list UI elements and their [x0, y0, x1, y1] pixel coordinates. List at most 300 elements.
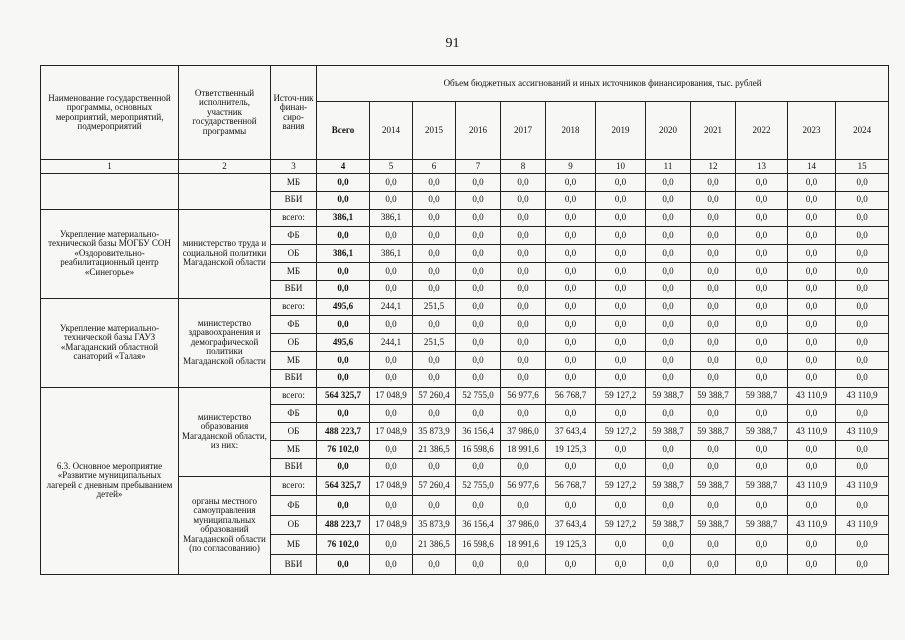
year-value-cell: 0,0 [596, 191, 646, 209]
year-value-cell: 0,0 [501, 227, 546, 245]
year-value-cell: 0,0 [836, 191, 889, 209]
year-value-cell: 0,0 [736, 298, 788, 316]
year-value-cell: 0,0 [691, 280, 736, 298]
year-value-cell: 0,0 [836, 316, 889, 334]
year-value-cell: 0,0 [546, 555, 596, 575]
year-value-cell: 37 986,0 [501, 515, 546, 535]
year-value-cell: 16 598,6 [456, 535, 501, 555]
total-value-cell: 0,0 [317, 174, 370, 192]
year-value-cell: 36 156,4 [456, 515, 501, 535]
year-value-cell: 0,0 [546, 298, 596, 316]
year-value-cell: 0,0 [546, 351, 596, 369]
year-value-cell: 0,0 [736, 496, 788, 516]
year-value-cell: 17 048,9 [370, 423, 413, 441]
total-value-cell: 0,0 [317, 316, 370, 334]
year-value-cell: 0,0 [646, 351, 691, 369]
year-value-cell: 0,0 [596, 245, 646, 263]
year-value-cell: 0,0 [370, 555, 413, 575]
funding-source-cell: ОБ [271, 423, 317, 441]
year-value-cell: 0,0 [691, 191, 736, 209]
funding-source-cell: ВБИ [271, 458, 317, 476]
column-index: 4 [317, 160, 370, 174]
year-value-cell: 0,0 [646, 316, 691, 334]
year-value-cell: 0,0 [456, 298, 501, 316]
year-value-cell: 0,0 [788, 369, 836, 387]
column-index: 7 [456, 160, 501, 174]
year-value-cell: 0,0 [596, 458, 646, 476]
year-value-cell: 0,0 [691, 555, 736, 575]
year-value-cell: 0,0 [736, 440, 788, 458]
year-value-cell: 0,0 [836, 405, 889, 423]
year-value-cell: 0,0 [456, 369, 501, 387]
column-index: 15 [836, 160, 889, 174]
funding-source-cell: ОБ [271, 245, 317, 263]
funding-source-cell: ФБ [271, 405, 317, 423]
year-value-cell: 0,0 [546, 496, 596, 516]
year-value-cell: 43 110,9 [788, 515, 836, 535]
year-value-cell: 0,0 [836, 535, 889, 555]
year-value-cell: 56 768,7 [546, 476, 596, 496]
year-value-cell: 0,0 [370, 496, 413, 516]
column-index: 10 [596, 160, 646, 174]
year-value-cell: 37 643,4 [546, 423, 596, 441]
header-year: 2015 [413, 102, 456, 160]
year-value-cell: 0,0 [456, 405, 501, 423]
header-year: 2016 [456, 102, 501, 160]
table-row [41, 209, 889, 227]
total-value-cell: 0,0 [317, 351, 370, 369]
year-value-cell: 0,0 [836, 227, 889, 245]
column-index: 14 [788, 160, 836, 174]
year-value-cell: 0,0 [501, 405, 546, 423]
year-value-cell: 43 110,9 [836, 476, 889, 496]
year-value-cell: 0,0 [836, 334, 889, 352]
total-value-cell: 488 223,7 [317, 423, 370, 441]
funding-source-cell: ФБ [271, 227, 317, 245]
funding-source-cell: МБ [271, 174, 317, 192]
year-value-cell: 0,0 [646, 298, 691, 316]
year-value-cell: 0,0 [456, 316, 501, 334]
year-value-cell: 0,0 [413, 227, 456, 245]
header-year: 2023 [788, 102, 836, 160]
budget-table [40, 65, 889, 575]
year-value-cell: 0,0 [501, 496, 546, 516]
year-value-cell: 0,0 [691, 245, 736, 263]
year-value-cell: 0,0 [836, 555, 889, 575]
year-value-cell: 0,0 [501, 191, 546, 209]
year-value-cell: 0,0 [736, 174, 788, 192]
year-value-cell: 0,0 [736, 191, 788, 209]
column-index: 1 [41, 160, 179, 174]
year-value-cell: 0,0 [788, 191, 836, 209]
funding-source-cell: ОБ [271, 515, 317, 535]
total-value-cell: 0,0 [317, 405, 370, 423]
header-year: 2020 [646, 102, 691, 160]
year-value-cell: 0,0 [836, 262, 889, 280]
column-index: 5 [370, 160, 413, 174]
year-value-cell: 0,0 [788, 555, 836, 575]
year-value-cell: 0,0 [646, 280, 691, 298]
year-value-cell: 0,0 [546, 280, 596, 298]
year-value-cell: 0,0 [691, 535, 736, 555]
year-value-cell: 16 598,6 [456, 440, 501, 458]
funding-source-cell: ФБ [271, 496, 317, 516]
year-value-cell: 36 156,4 [456, 423, 501, 441]
year-value-cell: 0,0 [413, 316, 456, 334]
year-value-cell: 0,0 [596, 209, 646, 227]
funding-source-cell: МБ [271, 535, 317, 555]
executor-cell [179, 174, 271, 210]
year-value-cell: 35 873,9 [413, 515, 456, 535]
year-value-cell: 35 873,9 [413, 423, 456, 441]
year-value-cell: 43 110,9 [788, 476, 836, 496]
column-index: 8 [501, 160, 546, 174]
year-value-cell: 59 127,2 [596, 476, 646, 496]
year-value-cell: 59 127,2 [596, 515, 646, 535]
year-value-cell: 0,0 [788, 316, 836, 334]
year-value-cell: 0,0 [788, 280, 836, 298]
year-value-cell: 0,0 [596, 535, 646, 555]
year-value-cell: 0,0 [370, 369, 413, 387]
header-program-name: Наименование государственной программы, основных мероприятий, мероприятий, подмероприятий [41, 66, 179, 160]
year-value-cell: 43 110,9 [836, 387, 889, 405]
year-value-cell: 0,0 [596, 496, 646, 516]
year-value-cell: 0,0 [691, 351, 736, 369]
executor-cell: министерство труда и социальной политики Магаданской области [179, 209, 271, 298]
year-value-cell: 19 125,3 [546, 535, 596, 555]
column-index: 3 [271, 160, 317, 174]
total-value-cell: 0,0 [317, 458, 370, 476]
year-value-cell: 19 125,3 [546, 440, 596, 458]
year-value-cell: 0,0 [646, 227, 691, 245]
funding-source-cell: ВБИ [271, 280, 317, 298]
year-value-cell: 0,0 [596, 351, 646, 369]
total-value-cell: 0,0 [317, 555, 370, 575]
year-value-cell: 0,0 [456, 227, 501, 245]
year-value-cell: 0,0 [836, 440, 889, 458]
year-value-cell: 0,0 [736, 334, 788, 352]
year-value-cell: 0,0 [501, 209, 546, 227]
year-value-cell: 52 755,0 [456, 476, 501, 496]
year-value-cell: 0,0 [646, 555, 691, 575]
year-value-cell: 0,0 [788, 174, 836, 192]
header-year: 2022 [736, 102, 788, 160]
year-value-cell: 386,1 [370, 245, 413, 263]
year-value-cell: 0,0 [546, 262, 596, 280]
column-index: 13 [736, 160, 788, 174]
program-name-cell: Укрепление материально-технической базы МОГБУ СОН «Оздоровительно-реабилитационный центр «Синегорье» [41, 209, 179, 298]
year-value-cell: 0,0 [456, 458, 501, 476]
total-value-cell: 0,0 [317, 262, 370, 280]
year-value-cell: 0,0 [546, 227, 596, 245]
funding-source-cell: ВБИ [271, 555, 317, 575]
year-value-cell: 0,0 [691, 496, 736, 516]
year-value-cell: 0,0 [788, 262, 836, 280]
year-value-cell: 0,0 [788, 405, 836, 423]
year-value-cell: 0,0 [788, 496, 836, 516]
year-value-cell: 0,0 [691, 174, 736, 192]
year-value-cell: 0,0 [836, 298, 889, 316]
year-value-cell: 59 388,7 [736, 387, 788, 405]
year-value-cell: 0,0 [413, 191, 456, 209]
program-name-cell [41, 174, 179, 210]
year-value-cell: 0,0 [413, 245, 456, 263]
year-value-cell: 0,0 [836, 369, 889, 387]
funding-source-cell: ВБИ [271, 191, 317, 209]
header-year: 2014 [370, 102, 413, 160]
year-value-cell: 0,0 [596, 280, 646, 298]
total-value-cell: 488 223,7 [317, 515, 370, 535]
year-value-cell: 0,0 [501, 174, 546, 192]
year-value-cell: 0,0 [596, 298, 646, 316]
year-value-cell: 0,0 [646, 174, 691, 192]
header-year: 2024 [836, 102, 889, 160]
year-value-cell: 43 110,9 [836, 423, 889, 441]
year-value-cell: 0,0 [836, 280, 889, 298]
year-value-cell: 0,0 [788, 351, 836, 369]
year-value-cell: 0,0 [501, 458, 546, 476]
year-value-cell: 0,0 [370, 351, 413, 369]
year-value-cell: 244,1 [370, 298, 413, 316]
year-value-cell: 0,0 [691, 262, 736, 280]
year-value-cell: 0,0 [691, 227, 736, 245]
program-name-cell: Укрепление материально-технической базы ГАУЗ «Магаданский областной санаторий «Талая» [41, 298, 179, 387]
year-value-cell: 0,0 [596, 262, 646, 280]
year-value-cell: 0,0 [501, 316, 546, 334]
year-value-cell: 0,0 [788, 535, 836, 555]
year-value-cell: 0,0 [413, 369, 456, 387]
total-value-cell: 0,0 [317, 280, 370, 298]
year-value-cell: 0,0 [370, 316, 413, 334]
year-value-cell: 0,0 [501, 245, 546, 263]
total-value-cell: 564 325,7 [317, 387, 370, 405]
year-value-cell: 0,0 [596, 440, 646, 458]
year-value-cell: 0,0 [736, 458, 788, 476]
header-year: 2021 [691, 102, 736, 160]
year-value-cell: 0,0 [646, 209, 691, 227]
column-index: 12 [691, 160, 736, 174]
executor-cell: министерство здравоохранения и демографической политики Магаданской области [179, 298, 271, 387]
total-value-cell: 386,1 [317, 245, 370, 263]
year-value-cell: 0,0 [546, 245, 596, 263]
year-value-cell: 0,0 [413, 555, 456, 575]
total-value-cell: 0,0 [317, 191, 370, 209]
year-value-cell: 0,0 [736, 351, 788, 369]
year-value-cell: 17 048,9 [370, 476, 413, 496]
year-value-cell: 0,0 [646, 440, 691, 458]
year-value-cell: 0,0 [501, 280, 546, 298]
year-value-cell: 0,0 [596, 334, 646, 352]
funding-source-cell: всего: [271, 298, 317, 316]
year-value-cell: 59 388,7 [691, 476, 736, 496]
year-value-cell: 57 260,4 [413, 387, 456, 405]
year-value-cell: 0,0 [691, 316, 736, 334]
executor-cell: органы местного самоуправления муниципальных образований Магаданской области (по согласованию) [179, 476, 271, 574]
year-value-cell: 0,0 [646, 496, 691, 516]
year-value-cell: 59 388,7 [646, 387, 691, 405]
total-value-cell: 495,6 [317, 334, 370, 352]
funding-source-cell: МБ [271, 351, 317, 369]
year-value-cell: 0,0 [413, 209, 456, 227]
year-value-cell: 0,0 [501, 262, 546, 280]
column-index: 2 [179, 160, 271, 174]
column-index: 9 [546, 160, 596, 174]
year-value-cell: 0,0 [501, 351, 546, 369]
year-value-cell: 0,0 [456, 351, 501, 369]
year-value-cell: 18 991,6 [501, 440, 546, 458]
year-value-cell: 17 048,9 [370, 515, 413, 535]
year-value-cell: 0,0 [456, 209, 501, 227]
year-value-cell: 59 388,7 [691, 423, 736, 441]
year-value-cell: 0,0 [788, 458, 836, 476]
year-value-cell: 0,0 [501, 369, 546, 387]
year-value-cell: 0,0 [546, 458, 596, 476]
year-value-cell: 59 388,7 [691, 387, 736, 405]
year-value-cell: 59 388,7 [646, 515, 691, 535]
header-executor: Ответственный исполнитель, участник государственной программы [179, 66, 271, 160]
year-value-cell: 0,0 [691, 209, 736, 227]
year-value-cell: 59 388,7 [646, 423, 691, 441]
column-index: 11 [646, 160, 691, 174]
year-value-cell: 0,0 [691, 440, 736, 458]
funding-source-cell: всего: [271, 476, 317, 496]
funding-source-cell: ФБ [271, 316, 317, 334]
year-value-cell: 0,0 [836, 458, 889, 476]
year-value-cell: 0,0 [836, 351, 889, 369]
year-value-cell: 0,0 [788, 440, 836, 458]
year-value-cell: 0,0 [691, 369, 736, 387]
year-value-cell: 0,0 [646, 245, 691, 263]
year-value-cell: 386,1 [370, 209, 413, 227]
header-budget-volume: Объем бюджетных ассигнований и иных источников финансирования, тыс. рублей [317, 66, 889, 102]
program-name-cell: 6.3. Основное мероприятие «Развитие муниципальных лагерей с дневным пребыванием детей» [41, 387, 179, 574]
table-row [41, 174, 889, 192]
year-value-cell: 0,0 [736, 280, 788, 298]
year-value-cell: 56 768,7 [546, 387, 596, 405]
year-value-cell: 0,0 [413, 262, 456, 280]
total-value-cell: 495,6 [317, 298, 370, 316]
year-value-cell: 0,0 [456, 245, 501, 263]
year-value-cell: 0,0 [836, 496, 889, 516]
year-value-cell: 0,0 [456, 191, 501, 209]
year-value-cell: 0,0 [836, 209, 889, 227]
year-value-cell: 0,0 [456, 262, 501, 280]
header-year-total: Всего [317, 102, 370, 160]
year-value-cell: 0,0 [413, 458, 456, 476]
year-value-cell: 0,0 [596, 174, 646, 192]
year-value-cell: 0,0 [691, 405, 736, 423]
year-value-cell: 0,0 [788, 227, 836, 245]
year-value-cell: 17 048,9 [370, 387, 413, 405]
year-value-cell: 251,5 [413, 334, 456, 352]
year-value-cell: 0,0 [596, 316, 646, 334]
executor-cell: министерство образования Магаданской области, из них: [179, 387, 271, 476]
year-value-cell: 0,0 [736, 535, 788, 555]
year-value-cell: 43 110,9 [788, 423, 836, 441]
year-value-cell: 0,0 [596, 227, 646, 245]
year-value-cell: 0,0 [546, 191, 596, 209]
year-value-cell: 43 110,9 [836, 515, 889, 535]
year-value-cell: 0,0 [370, 440, 413, 458]
total-value-cell: 386,1 [317, 209, 370, 227]
year-value-cell: 37 643,4 [546, 515, 596, 535]
year-value-cell: 52 755,0 [456, 387, 501, 405]
year-value-cell: 0,0 [370, 227, 413, 245]
funding-source-cell: МБ [271, 262, 317, 280]
total-value-cell: 0,0 [317, 496, 370, 516]
year-value-cell: 0,0 [736, 209, 788, 227]
funding-source-cell: всего: [271, 387, 317, 405]
year-value-cell: 0,0 [501, 555, 546, 575]
year-value-cell: 0,0 [596, 405, 646, 423]
year-value-cell: 21 386,5 [413, 440, 456, 458]
year-value-cell: 0,0 [736, 405, 788, 423]
year-value-cell: 0,0 [546, 405, 596, 423]
year-value-cell: 0,0 [546, 209, 596, 227]
year-value-cell: 59 388,7 [646, 476, 691, 496]
year-value-cell: 0,0 [836, 174, 889, 192]
year-value-cell: 0,0 [788, 245, 836, 263]
total-value-cell: 0,0 [317, 369, 370, 387]
year-value-cell: 56 977,6 [501, 476, 546, 496]
year-value-cell: 0,0 [456, 174, 501, 192]
year-value-cell: 59 388,7 [736, 476, 788, 496]
total-value-cell: 0,0 [317, 227, 370, 245]
year-value-cell: 0,0 [413, 280, 456, 298]
year-value-cell: 0,0 [370, 280, 413, 298]
column-index: 6 [413, 160, 456, 174]
year-value-cell: 0,0 [836, 245, 889, 263]
year-value-cell: 0,0 [788, 334, 836, 352]
year-value-cell: 0,0 [691, 458, 736, 476]
year-value-cell: 0,0 [596, 555, 646, 575]
year-value-cell: 59 388,7 [736, 515, 788, 535]
year-value-cell: 0,0 [456, 496, 501, 516]
year-value-cell: 0,0 [370, 191, 413, 209]
year-value-cell: 56 977,6 [501, 387, 546, 405]
year-value-cell: 18 991,6 [501, 535, 546, 555]
year-value-cell: 0,0 [646, 405, 691, 423]
funding-source-cell: ОБ [271, 334, 317, 352]
year-value-cell: 0,0 [646, 458, 691, 476]
funding-source-cell: ВБИ [271, 369, 317, 387]
year-value-cell: 0,0 [413, 496, 456, 516]
year-value-cell: 43 110,9 [788, 387, 836, 405]
header-year: 2019 [596, 102, 646, 160]
year-value-cell: 0,0 [370, 535, 413, 555]
year-value-cell: 0,0 [456, 555, 501, 575]
year-value-cell: 0,0 [646, 334, 691, 352]
header-year: 2017 [501, 102, 546, 160]
year-value-cell: 0,0 [370, 174, 413, 192]
header-funding-source: Источ-ник финан-сиро-вания [271, 66, 317, 160]
year-value-cell: 37 986,0 [501, 423, 546, 441]
funding-source-cell: всего: [271, 209, 317, 227]
year-value-cell: 0,0 [788, 298, 836, 316]
year-value-cell: 0,0 [413, 351, 456, 369]
year-value-cell: 0,0 [646, 535, 691, 555]
year-value-cell: 0,0 [691, 334, 736, 352]
year-value-cell: 0,0 [646, 369, 691, 387]
year-value-cell: 59 127,2 [596, 423, 646, 441]
table-row [41, 298, 889, 316]
year-value-cell: 244,1 [370, 334, 413, 352]
year-value-cell: 0,0 [413, 405, 456, 423]
year-value-cell: 59 388,7 [691, 515, 736, 535]
header-year: 2018 [546, 102, 596, 160]
year-value-cell: 0,0 [736, 227, 788, 245]
year-value-cell: 0,0 [736, 555, 788, 575]
